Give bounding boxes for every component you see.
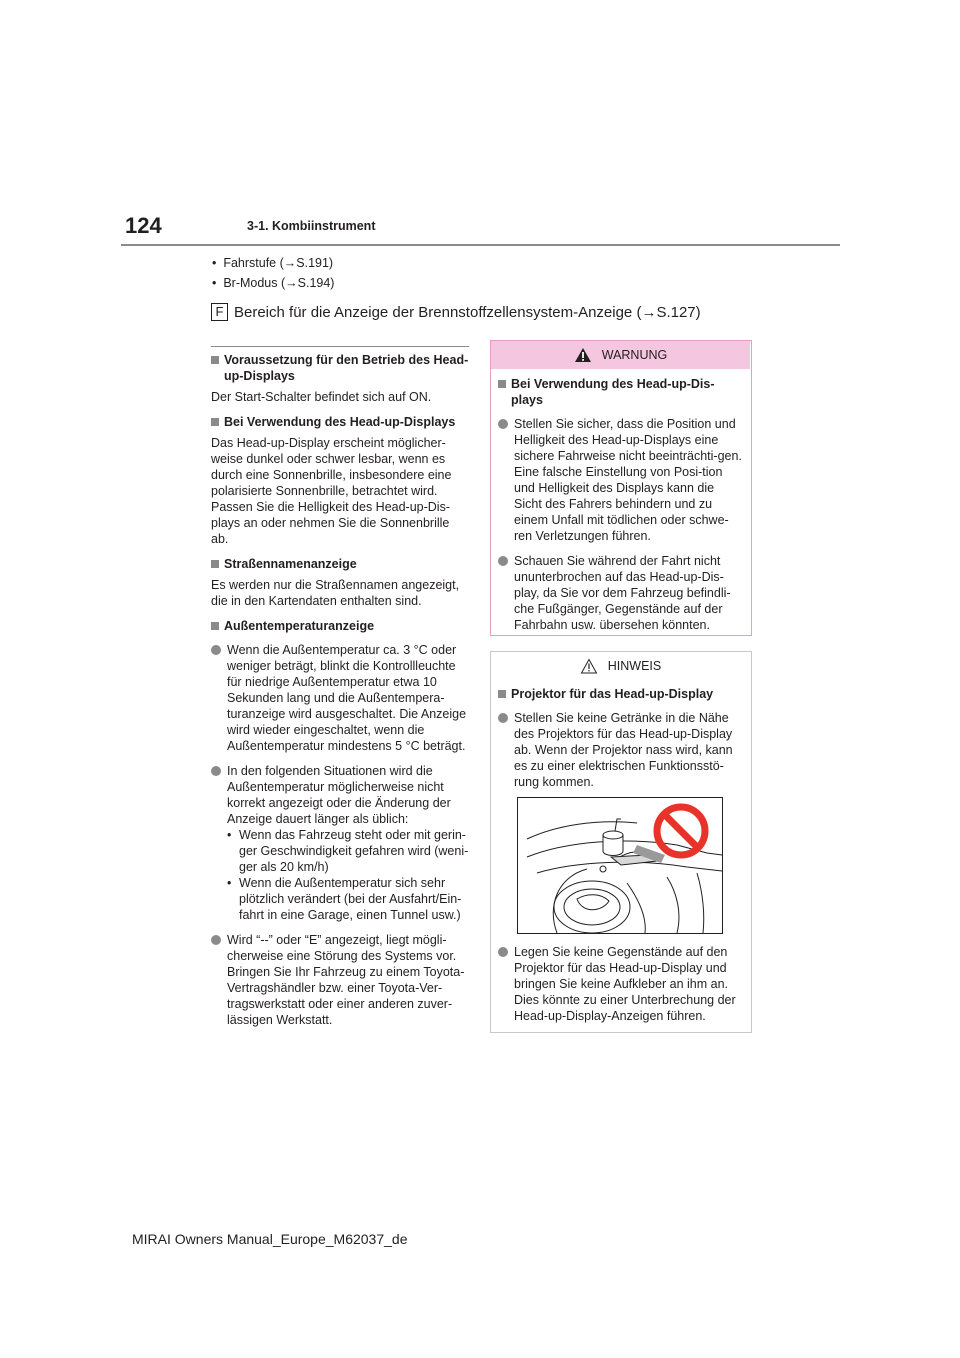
paragraph: Das Head-up-Display erscheint möglicher-weise dunkel oder schwer lesbar, wenn es durch eine Sonnenbrille, insbesondere eine polarisierte Sonnenbrille, betrachtet wird. Passen Sie die Helligkeit des Head-up-Dis-plays an oder nehmen Sie die Sonnenbrille ab. bbox=[211, 436, 452, 546]
square-bullet-icon bbox=[211, 622, 219, 630]
list-item-text: Wird “--” oder “E” angezeigt, liegt mögli-cherweise eine Störung des Systems vor. Bringen Sie Ihr Fahrzeug zu einem Toyota-Vertragshändler bzw. einer Toyota-Ver-tragswerkstatt oder einer anderen zuver-lässigen Werkstatt. bbox=[227, 933, 465, 1027]
page-number: 124 bbox=[125, 213, 162, 238]
circle-bullet-icon bbox=[498, 947, 508, 957]
heading bbox=[211, 352, 469, 384]
list-item: • Fahrstufe (→S.191) bbox=[212, 256, 334, 270]
list-item-text: In den folgenden Situationen wird die Außentemperatur möglicherweise nicht korrekt angezeigt oder die Änderung der Anzeige dauert länger als üblich: bbox=[227, 764, 451, 826]
circle-bullet-icon bbox=[211, 645, 221, 655]
list-item bbox=[498, 553, 744, 633]
circle-bullet-icon bbox=[498, 713, 508, 723]
note-header bbox=[491, 652, 750, 680]
header-rule bbox=[121, 244, 840, 246]
paragraph: Es werden nur die Straßennamen angezeigt, die in den Kartendaten enthalten sind. bbox=[211, 578, 460, 608]
square-bullet-icon bbox=[498, 380, 506, 388]
circle-bullet-icon bbox=[211, 766, 221, 776]
heading-text: Projektor für das Head-up-Display bbox=[511, 687, 714, 701]
list-item bbox=[211, 932, 469, 1028]
list-item bbox=[498, 710, 744, 790]
list-item bbox=[498, 944, 744, 1024]
heading-text: Straßennamenanzeige bbox=[224, 557, 357, 571]
heading-text: Bei Verwendung des Head-up-Displays bbox=[224, 415, 456, 429]
list-item bbox=[498, 416, 744, 544]
list-item-text: Wenn die Außentemperatur ca. 3 °C oder weniger beträgt, blinkt die Kontrollleuchte für niedrige Außentemperatur etwa 10 Sekunden lang und die Außentempera-turanzeige wird ausgeschaltet. Die Anzeige wird wieder eingeschaltet, wenn die Außentemperatur mindestens 5 °C beträgt. bbox=[227, 643, 467, 753]
warning-title: WARNUNG bbox=[601, 348, 668, 362]
label-f-row bbox=[211, 303, 701, 321]
circle-bullet-icon bbox=[498, 556, 508, 566]
square-bullet-icon bbox=[211, 356, 219, 364]
heading-text: Außentemperaturanzeige bbox=[224, 619, 375, 633]
label-f-box: F bbox=[211, 303, 228, 321]
list-item bbox=[211, 763, 469, 923]
heading-text: Bei Verwendung des Head-up-Dis-plays bbox=[511, 377, 715, 407]
note-content bbox=[498, 686, 744, 790]
square-bullet-icon bbox=[498, 690, 506, 698]
list-item-text: Stellen Sie sicher, dass die Position und Helligkeit des Head-up-Displays eine sichere Fahrweise nicht beeinträchti-gen. Eine falsche Einstellung von Posi-tion und Helligkeit des Displays kann die Sicht des Fahrers behindern und zu einem Unfall mit tödlichen oder schwe-ren Verletzungen führen. bbox=[514, 417, 742, 543]
list-item: • Br-Modus (→S.194) bbox=[212, 276, 335, 290]
warning-header bbox=[491, 341, 750, 369]
footer-text: MIRAI Owners Manual_Europe_M62037_de bbox=[132, 1231, 408, 1247]
sub-item-text: Wenn die Außentemperatur sich sehr plötzlich verändert (bei der Ausfahrt/Ein-fahrt in eine Garage, einen Tunnel usw.) bbox=[239, 876, 462, 922]
heading-text: Voraussetzung für den Betrieb des Head-up-Displays bbox=[224, 353, 469, 383]
projector-prohibited-illustration bbox=[517, 797, 723, 934]
section-title: 3-1. Kombiinstrument bbox=[247, 219, 376, 233]
square-bullet-icon bbox=[211, 560, 219, 568]
warning-content bbox=[498, 376, 744, 633]
warning-triangle-icon bbox=[574, 347, 592, 363]
heading bbox=[498, 376, 744, 408]
note-title: HINWEIS bbox=[607, 659, 662, 673]
square-bullet-icon bbox=[211, 418, 219, 426]
heading bbox=[211, 618, 469, 634]
sub-item: • Wenn das Fahrzeug steht oder mit gerin-ger Geschwindigkeit gefahren wird (weni-ger als 20 km/h) bbox=[227, 828, 469, 874]
list-item-text: Schauen Sie während der Fahrt nicht ununterbrochen auf das Head-up-Dis-play, da Sie vor dem Fahrzeug befindli-che Fußgänger, Gegenstände auf der Fahrbahn usw. übersehen könnten. bbox=[514, 554, 731, 632]
heading bbox=[211, 556, 469, 572]
list-item bbox=[211, 642, 469, 754]
circle-bullet-icon bbox=[211, 935, 221, 945]
heading bbox=[211, 414, 469, 430]
heading bbox=[498, 686, 744, 702]
paragraph: Der Start-Schalter befindet sich auf ON. bbox=[211, 390, 432, 404]
list-item-text: Legen Sie keine Gegenstände auf den Projektor für das Head-up-Display und bringen Sie keine Aufkleber an ihm an. Dies könnte zu einer Unterbrechung der Head-up-Display-Anzeigen führen. bbox=[514, 945, 736, 1023]
sub-item-text: Wenn das Fahrzeug steht oder mit gerin-ger Geschwindigkeit gefahren wird (weni-ger als 20 km/h) bbox=[239, 828, 469, 874]
bullet-text: Br-Modus (→S.194) bbox=[223, 276, 335, 290]
bullet-text: Fahrstufe (→S.191) bbox=[223, 256, 334, 270]
caution-triangle-icon bbox=[580, 658, 598, 674]
note-content-continued bbox=[498, 944, 744, 1024]
left-column-rule bbox=[211, 346, 469, 347]
label-f-text: Bereich für die Anzeige der Brennstoffzellensystem-Anzeige (→S.127) bbox=[234, 303, 701, 321]
circle-bullet-icon bbox=[498, 419, 508, 429]
sub-item: • Wenn die Außentemperatur sich sehr plötzlich verändert (bei der Ausfahrt/Ein-fahrt in eine Garage, einen Tunnel usw.) bbox=[227, 875, 469, 923]
list-item-text: Stellen Sie keine Getränke in die Nähe des Projektors für das Head-up-Display ab. Wenn der Projektor nass wird, kann es zu einer elektrischen Funktionsstö-rung kommen. bbox=[514, 711, 733, 789]
left-column bbox=[211, 352, 469, 1028]
